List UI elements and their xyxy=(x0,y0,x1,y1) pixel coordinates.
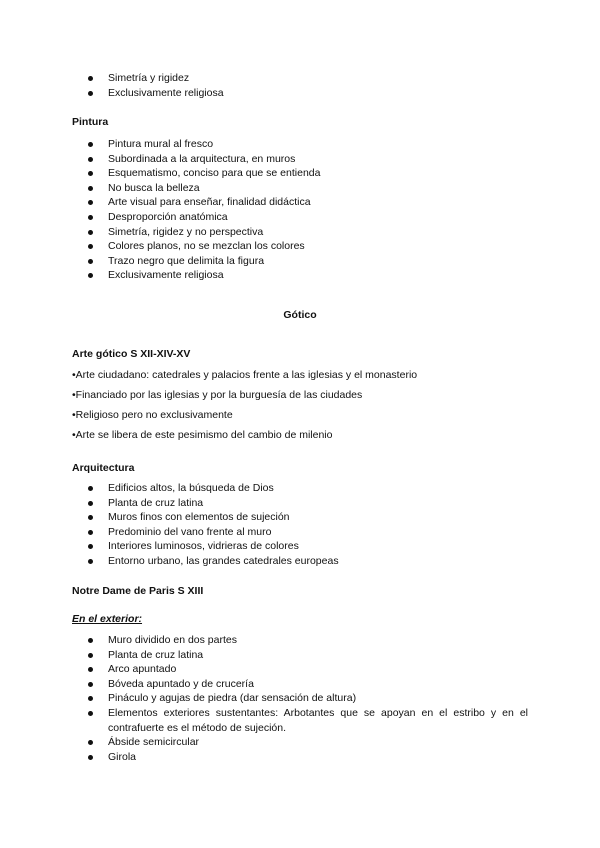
bullet-icon xyxy=(88,486,93,491)
list-item: Muros finos con elementos de sujeción xyxy=(0,510,600,525)
bullet-icon xyxy=(88,76,93,81)
list-item: Esquematismo, conciso para que se entienda xyxy=(0,166,600,181)
section-heading-arquitectura: Arquitectura xyxy=(72,462,135,474)
list-item: Girola xyxy=(0,750,600,765)
bullet-icon xyxy=(88,755,93,760)
section-heading-arte-gotico: Arte gótico S XII-XIV-XV xyxy=(72,348,191,360)
list-item: Ábside semicircular xyxy=(0,735,600,750)
bullet-icon xyxy=(88,711,93,716)
bullet-icon xyxy=(88,230,93,235)
gotico-point: •Financiado por las iglesias y por la burguesía de las ciudades xyxy=(72,389,363,401)
bullet-icon xyxy=(88,638,93,643)
list-item: Exclusivamente religiosa xyxy=(0,268,600,283)
list-item: Pináculo y agujas de piedra (dar sensación de altura) xyxy=(0,691,600,706)
list-item: No busca la belleza xyxy=(0,181,600,196)
list-item: Planta de cruz latina xyxy=(0,496,600,511)
list-item: Arco apuntado xyxy=(0,662,600,677)
bullet-icon xyxy=(88,530,93,535)
pintura-list xyxy=(0,137,600,283)
list-item: Elementos exteriores sustentantes: Arbotantes que se apoyan en el estribo y en el contrafuerte es el método de sujeción. xyxy=(0,706,600,735)
bullet-icon xyxy=(88,667,93,672)
notre-dame-list xyxy=(0,633,600,764)
list-item: Exclusivamente religiosa xyxy=(0,86,600,101)
bullet-icon xyxy=(88,559,93,564)
bullet-icon xyxy=(88,259,93,264)
list-item: Subordinada a la arquitectura, en muros xyxy=(0,152,600,167)
list-item: Arte visual para enseñar, finalidad didáctica xyxy=(0,195,600,210)
list-item: Planta de cruz latina xyxy=(0,648,600,663)
list-item: Colores planos, no se mezclan los colores xyxy=(0,239,600,254)
bullet-icon xyxy=(88,91,93,96)
bullet-icon xyxy=(88,501,93,506)
list-item: Muro dividido en dos partes xyxy=(0,633,600,648)
top-list xyxy=(0,71,600,100)
list-item: Trazo negro que delimita la figura xyxy=(0,254,600,269)
bullet-icon xyxy=(88,171,93,176)
bullet-icon xyxy=(88,215,93,220)
gotico-point: •Religioso pero no exclusivamente xyxy=(72,409,233,421)
section-heading-pintura: Pintura xyxy=(72,116,109,128)
bullet-icon xyxy=(88,740,93,745)
arquitectura-list xyxy=(0,481,600,569)
list-item: Predominio del vano frente al muro xyxy=(0,525,600,540)
section-title-gotico: Gótico xyxy=(283,309,317,321)
list-item: Interiores luminosos, vidrieras de colores xyxy=(0,539,600,554)
bullet-icon xyxy=(88,186,93,191)
section-heading-notre-dame: Notre Dame de Paris S XIII xyxy=(72,585,204,597)
bullet-icon xyxy=(88,244,93,249)
bullet-icon xyxy=(88,200,93,205)
list-item: Simetría y rigidez xyxy=(0,71,600,86)
bullet-icon xyxy=(88,696,93,701)
bullet-icon xyxy=(88,515,93,520)
gotico-point: •Arte ciudadano: catedrales y palacios frente a las iglesias y el monasterio xyxy=(72,369,418,381)
bullet-icon xyxy=(88,682,93,687)
subheading-exterior: En el exterior: xyxy=(72,613,143,625)
list-item: Edificios altos, la búsqueda de Dios xyxy=(0,481,600,496)
list-item: Simetría, rigidez y no perspectiva xyxy=(0,225,600,240)
list-item: Pintura mural al fresco xyxy=(0,137,600,152)
bullet-icon xyxy=(88,273,93,278)
list-item: Bóveda apuntado y de crucería xyxy=(0,677,600,692)
bullet-icon xyxy=(88,142,93,147)
bullet-icon xyxy=(88,653,93,658)
list-item: Desproporción anatómica xyxy=(0,210,600,225)
list-item: Entorno urbano, las grandes catedrales europeas xyxy=(0,554,600,569)
gotico-point: •Arte se libera de este pesimismo del cambio de milenio xyxy=(72,429,333,441)
bullet-icon xyxy=(88,544,93,549)
bullet-icon xyxy=(88,157,93,162)
